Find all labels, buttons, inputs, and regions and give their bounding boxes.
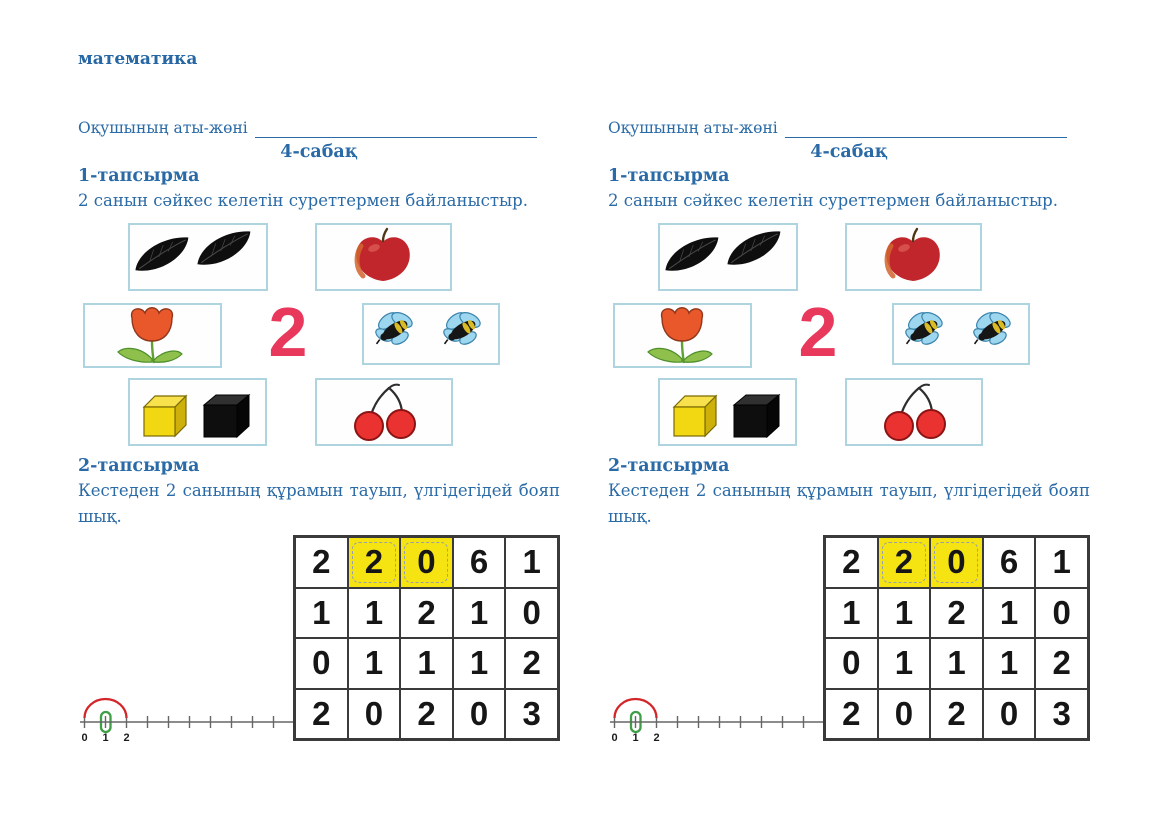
cubes-picture [130, 381, 265, 443]
lesson-title: 4-сабақ [280, 142, 358, 162]
grid-cell: 1 [505, 537, 558, 588]
apple-picture [847, 226, 980, 288]
grid-cell-highlighted [348, 537, 401, 588]
grid-cell: 6 [983, 537, 1036, 588]
number-line [608, 685, 830, 743]
big-number-2: 2 [798, 293, 838, 371]
student-name-label: Оқушының аты-жөні [608, 119, 778, 137]
grid-cell: 2 [825, 689, 878, 740]
task2-instruction-line2: шық. [608, 507, 652, 526]
cherries-box [845, 378, 983, 446]
bees-picture [364, 305, 498, 363]
grid-cell: 1 [348, 588, 401, 639]
numberline-label-0: 0 [81, 732, 88, 743]
grid-cell: 0 [1035, 588, 1088, 639]
grid-cell: 0 [505, 588, 558, 639]
grid-cell: 1 [400, 638, 453, 689]
task1-instruction: 2 санын сәйкес келетін суреттермен байланыстыр. [608, 191, 1058, 210]
leaves-picture [131, 226, 265, 288]
numberline-label-1: 1 [102, 732, 109, 743]
worksheet-copy-left [78, 115, 560, 745]
task1-heading: 1-тапсырма [78, 166, 200, 186]
grid-cell: 1 [825, 588, 878, 639]
leaves-picture [661, 226, 795, 288]
grid-cell: 0 [348, 689, 401, 740]
tulip-picture [85, 305, 220, 366]
grid-cell-highlighted [930, 537, 983, 588]
tulip-box [613, 303, 752, 368]
grid-cell: 2 [825, 537, 878, 588]
task2-work-area [78, 533, 560, 745]
document-title: математика [78, 49, 198, 69]
grid-cell: 1 [983, 638, 1036, 689]
student-name-row [78, 118, 537, 138]
grid-cell: 1 [453, 638, 506, 689]
task2-work-area [608, 533, 1090, 745]
grid-cell-highlighted [878, 537, 931, 588]
task1-heading: 1-тапсырма [608, 166, 730, 186]
grid-cell: 1 [983, 588, 1036, 639]
grid-cell: 3 [505, 689, 558, 740]
grid-cell: 0 [295, 638, 348, 689]
grid-cell: 1 [1035, 537, 1088, 588]
cherries-box [315, 378, 453, 446]
grid-cell: 0 [878, 689, 931, 740]
grid-cell: 2 [295, 689, 348, 740]
task2-instruction-line1: Кестеден 2 санының құрамын тауып, үлгідегідей бояп [608, 481, 1090, 500]
leaves-box [658, 223, 798, 291]
name-blank-line [785, 122, 1067, 138]
apple-picture [317, 226, 450, 288]
grid-cell-highlighted [400, 537, 453, 588]
numberline-label-2: 2 [123, 732, 130, 743]
number-table [823, 535, 1090, 741]
grid-cell: 2 [505, 638, 558, 689]
student-name-label: Оқушының аты-жөні [78, 119, 248, 137]
grid-cell: 0 [453, 689, 506, 740]
bees-box [362, 303, 500, 365]
task2-instruction-line2: шық. [78, 507, 122, 526]
task2-heading: 2-тапсырма [78, 456, 200, 476]
student-name-row [608, 118, 1067, 138]
grid-cell: 0 [825, 638, 878, 689]
tulip-picture [615, 305, 750, 366]
grid-cell: 2 [295, 537, 348, 588]
grid-cell: 2 [930, 689, 983, 740]
name-blank-line [255, 122, 537, 138]
lesson-title: 4-сабақ [810, 142, 888, 162]
number-line [78, 685, 300, 743]
grid-cell: 1 [348, 638, 401, 689]
cubes-box [658, 378, 797, 446]
matching-panel [608, 223, 1090, 449]
grid-cell: 2 [1035, 638, 1088, 689]
apple-box [845, 223, 982, 291]
grid-cell: 2 [930, 588, 983, 639]
grid-cell: 0 [983, 689, 1036, 740]
dashed-outline: 0 [934, 542, 978, 583]
numberline-label-2: 2 [653, 732, 660, 743]
dashed-outline: 2 [882, 542, 926, 583]
grid-cell: 1 [453, 588, 506, 639]
cherries-picture [317, 381, 451, 443]
numberline-label-0: 0 [611, 732, 618, 743]
task2-heading: 2-тапсырма [608, 456, 730, 476]
worksheet-copy-right [608, 115, 1090, 745]
dashed-outline: 2 [352, 542, 396, 583]
cubes-box [128, 378, 267, 446]
task2-instruction-line1: Кестеден 2 санының құрамын тауып, үлгідегідей бояп [78, 481, 560, 500]
bees-picture [894, 305, 1028, 363]
cubes-picture [660, 381, 795, 443]
grid-cell: 2 [400, 588, 453, 639]
dashed-outline: 0 [404, 542, 448, 583]
cherries-picture [847, 381, 981, 443]
apple-box [315, 223, 452, 291]
numberline-label-1: 1 [632, 732, 639, 743]
grid-cell: 3 [1035, 689, 1088, 740]
grid-cell: 6 [453, 537, 506, 588]
grid-cell: 2 [400, 689, 453, 740]
grid-cell: 1 [930, 638, 983, 689]
tulip-box [83, 303, 222, 368]
leaves-box [128, 223, 268, 291]
grid-cell: 1 [878, 588, 931, 639]
grid-cell: 1 [878, 638, 931, 689]
bees-box [892, 303, 1030, 365]
number-table [293, 535, 560, 741]
task1-instruction: 2 санын сәйкес келетін суреттермен байланыстыр. [78, 191, 528, 210]
big-number-2: 2 [268, 293, 308, 371]
matching-panel [78, 223, 560, 449]
grid-cell: 1 [295, 588, 348, 639]
